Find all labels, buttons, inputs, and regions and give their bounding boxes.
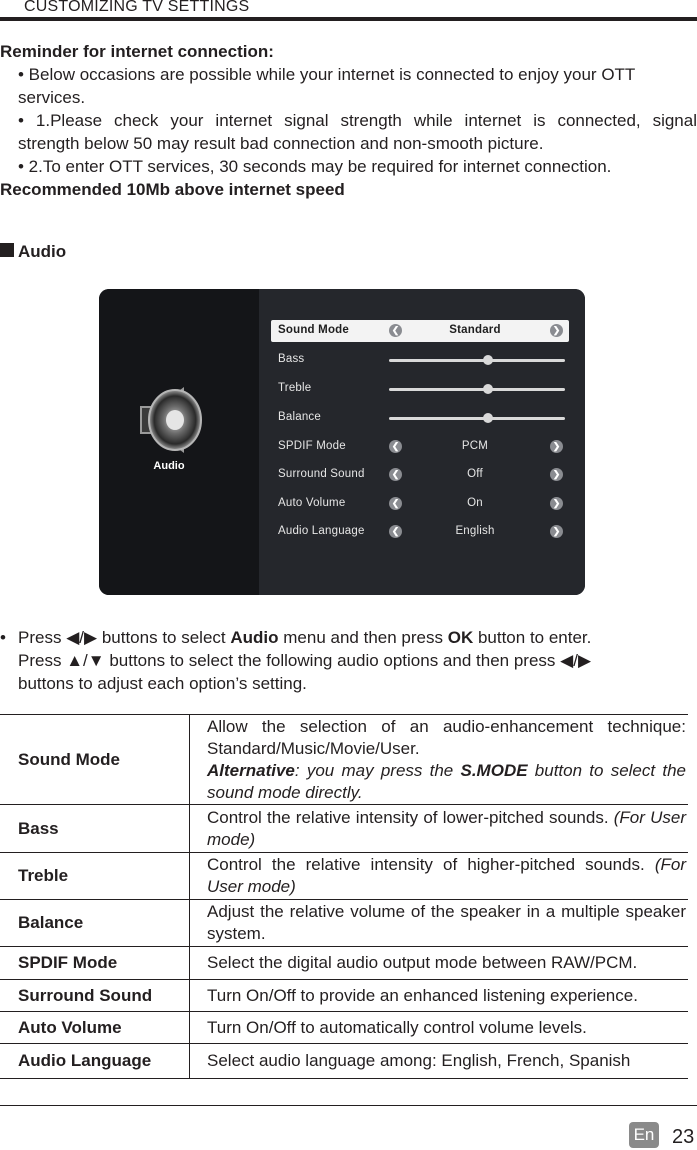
smode-key: S.MODE bbox=[460, 760, 528, 780]
option-note: (For User mode) bbox=[207, 807, 687, 849]
chevron-left-icon[interactable]: ❮ bbox=[389, 324, 402, 337]
tv-menu-caption: Audio bbox=[153, 460, 185, 472]
option-description bbox=[190, 715, 689, 805]
menu-label: Balance bbox=[278, 411, 321, 423]
chevron-left-icon[interactable]: ❮ bbox=[389, 497, 402, 510]
menu-row-treble[interactable] bbox=[271, 378, 569, 400]
menu-label: SPDIF Mode bbox=[278, 440, 346, 452]
reminder-line-2a: • 1.Please check your internet signal strength while internet is connected, signal bbox=[18, 111, 697, 130]
option-name: Surround Sound bbox=[0, 980, 190, 1012]
reminder-line-1b: services. bbox=[18, 88, 86, 107]
menu-row-bass[interactable] bbox=[271, 349, 569, 371]
option-name: Balance bbox=[0, 900, 190, 947]
instruction-line-1 bbox=[18, 626, 697, 649]
table-row bbox=[0, 900, 688, 947]
chevron-right-icon[interactable]: ❯ bbox=[550, 468, 563, 481]
triangle-right-icon: ▶ bbox=[577, 651, 592, 670]
chevron-right-icon[interactable]: ❯ bbox=[550, 525, 563, 538]
menu-row-spdif-mode[interactable] bbox=[271, 436, 569, 458]
option-description-text: Control the relative intensity of higher-pitched sounds. bbox=[207, 855, 645, 874]
slash-separator: / bbox=[83, 651, 88, 670]
bass-slider-track[interactable] bbox=[389, 359, 565, 362]
option-name: Auto Volume bbox=[0, 1012, 190, 1044]
option-description-text: Control the relative intensity of lower-pitched sounds. bbox=[207, 807, 609, 827]
option-name: Sound Mode bbox=[0, 715, 190, 805]
reminder-heading: Reminder for internet connection: bbox=[0, 42, 274, 61]
instruction-ok-word: OK bbox=[447, 628, 474, 647]
header-rule bbox=[0, 17, 697, 21]
option-name: Treble bbox=[0, 853, 190, 900]
table-row bbox=[0, 980, 688, 1012]
reminder-line-3: • 2.To enter OTT services, 30 seconds may be required for internet connection. bbox=[18, 157, 612, 176]
menu-row-auto-volume[interactable] bbox=[271, 493, 569, 515]
menu-value: Standard bbox=[449, 324, 501, 336]
menu-value: PCM bbox=[461, 440, 489, 452]
instruction-line-2 bbox=[18, 649, 697, 672]
menu-label: Bass bbox=[278, 353, 305, 365]
table-row bbox=[0, 1012, 688, 1044]
instruction-text: Press bbox=[18, 628, 62, 647]
option-note: (For User mode) bbox=[207, 855, 686, 896]
language-badge: En bbox=[629, 1122, 659, 1148]
option-name: Bass bbox=[0, 805, 190, 853]
reminder-line-2b: strength below 50 may result bad connection and non-smooth picture. bbox=[18, 134, 544, 153]
instruction-audio-word: Audio bbox=[230, 628, 279, 647]
reminder-line-1a: • Below occasions are possible while your internet is connected to enjoy your OTT bbox=[18, 65, 636, 84]
instruction-line-3: buttons to adjust each option’s setting. bbox=[18, 674, 307, 693]
table-row bbox=[0, 715, 688, 805]
section-marker-icon bbox=[0, 243, 14, 257]
menu-row-audio-language[interactable] bbox=[271, 521, 569, 543]
alternative-label: Alternative bbox=[207, 760, 295, 780]
page-header-title: CUSTOMIZING TV SETTINGS bbox=[24, 0, 250, 15]
instruction-text: buttons to select the following audio options and then press bbox=[109, 651, 556, 670]
instruction-text: buttons to select bbox=[101, 628, 226, 647]
menu-value: Off bbox=[467, 468, 483, 480]
recommended-speed: Recommended 10Mb above internet speed bbox=[0, 180, 345, 199]
menu-row-balance[interactable] bbox=[271, 407, 569, 429]
table-row bbox=[0, 1044, 688, 1079]
menu-label: Auto Volume bbox=[278, 497, 346, 509]
page-number: 23 bbox=[672, 1126, 695, 1148]
table-row bbox=[0, 947, 688, 980]
triangle-left-icon: ◀ bbox=[66, 628, 80, 647]
chevron-right-icon[interactable]: ❯ bbox=[550, 497, 563, 510]
instruction-text: menu and then press bbox=[283, 628, 443, 647]
tv-menu-sidebar bbox=[99, 289, 259, 595]
chevron-left-icon[interactable]: ❮ bbox=[389, 525, 402, 538]
chevron-right-icon[interactable]: ❯ bbox=[550, 324, 563, 337]
triangle-down-icon: ▼ bbox=[87, 651, 105, 670]
option-description bbox=[190, 805, 689, 853]
triangle-right-icon: ▶ bbox=[84, 628, 98, 647]
triangle-up-icon: ▲ bbox=[66, 651, 84, 670]
option-description: Turn On/Off to provide an enhanced listening experience. bbox=[190, 980, 689, 1012]
audio-options-table bbox=[0, 714, 688, 1079]
bass-slider-knob[interactable] bbox=[483, 355, 493, 365]
menu-label: Surround Sound bbox=[278, 468, 365, 480]
table-row bbox=[0, 805, 688, 853]
speaker-icon bbox=[135, 385, 207, 455]
menu-value: English bbox=[455, 525, 495, 537]
menu-value: On bbox=[467, 497, 483, 509]
option-name: Audio Language bbox=[0, 1044, 190, 1079]
slash-separator: / bbox=[573, 651, 578, 670]
option-description: Adjust the relative volume of the speaker in a multiple speaker system. bbox=[190, 900, 689, 947]
option-name: SPDIF Mode bbox=[0, 947, 190, 980]
menu-row-sound-mode[interactable] bbox=[271, 320, 569, 342]
slash-separator: / bbox=[79, 628, 85, 647]
menu-label: Sound Mode bbox=[278, 324, 349, 336]
table-row bbox=[0, 853, 688, 900]
option-description-text: Allow the selection of an audio-enhancement technique: Standard/Music/Movie/User. bbox=[207, 716, 686, 758]
menu-label: Treble bbox=[278, 382, 312, 394]
option-description: Turn On/Off to automatically control volume levels. bbox=[190, 1012, 689, 1044]
balance-slider-track[interactable] bbox=[389, 417, 565, 420]
chevron-left-icon[interactable]: ❮ bbox=[389, 440, 402, 453]
triangle-left-icon: ◀ bbox=[560, 651, 574, 670]
section-title: Audio bbox=[18, 242, 67, 261]
menu-row-surround-sound[interactable] bbox=[271, 464, 569, 486]
treble-slider-knob[interactable] bbox=[483, 384, 493, 394]
chevron-right-icon[interactable]: ❯ bbox=[550, 440, 563, 453]
option-description: Select audio language among: English, French, Spanish bbox=[190, 1044, 689, 1079]
chevron-left-icon[interactable]: ❮ bbox=[389, 468, 402, 481]
option-description: Select the digital audio output mode between RAW/PCM. bbox=[190, 947, 689, 980]
balance-slider-knob[interactable] bbox=[483, 413, 493, 423]
instruction-text: button to enter. bbox=[477, 628, 592, 647]
instruction-bullet: • bbox=[0, 628, 6, 647]
alternative-text: : you may press the bbox=[294, 760, 461, 780]
instruction-text: Press bbox=[18, 651, 62, 670]
option-description bbox=[190, 853, 689, 900]
tv-audio-menu-screen bbox=[99, 289, 585, 595]
footer-rule bbox=[0, 1105, 697, 1106]
treble-slider-track[interactable] bbox=[389, 388, 565, 391]
alternative-text: button to select the sound mode directly. bbox=[207, 760, 686, 802]
menu-label: Audio Language bbox=[278, 525, 365, 537]
